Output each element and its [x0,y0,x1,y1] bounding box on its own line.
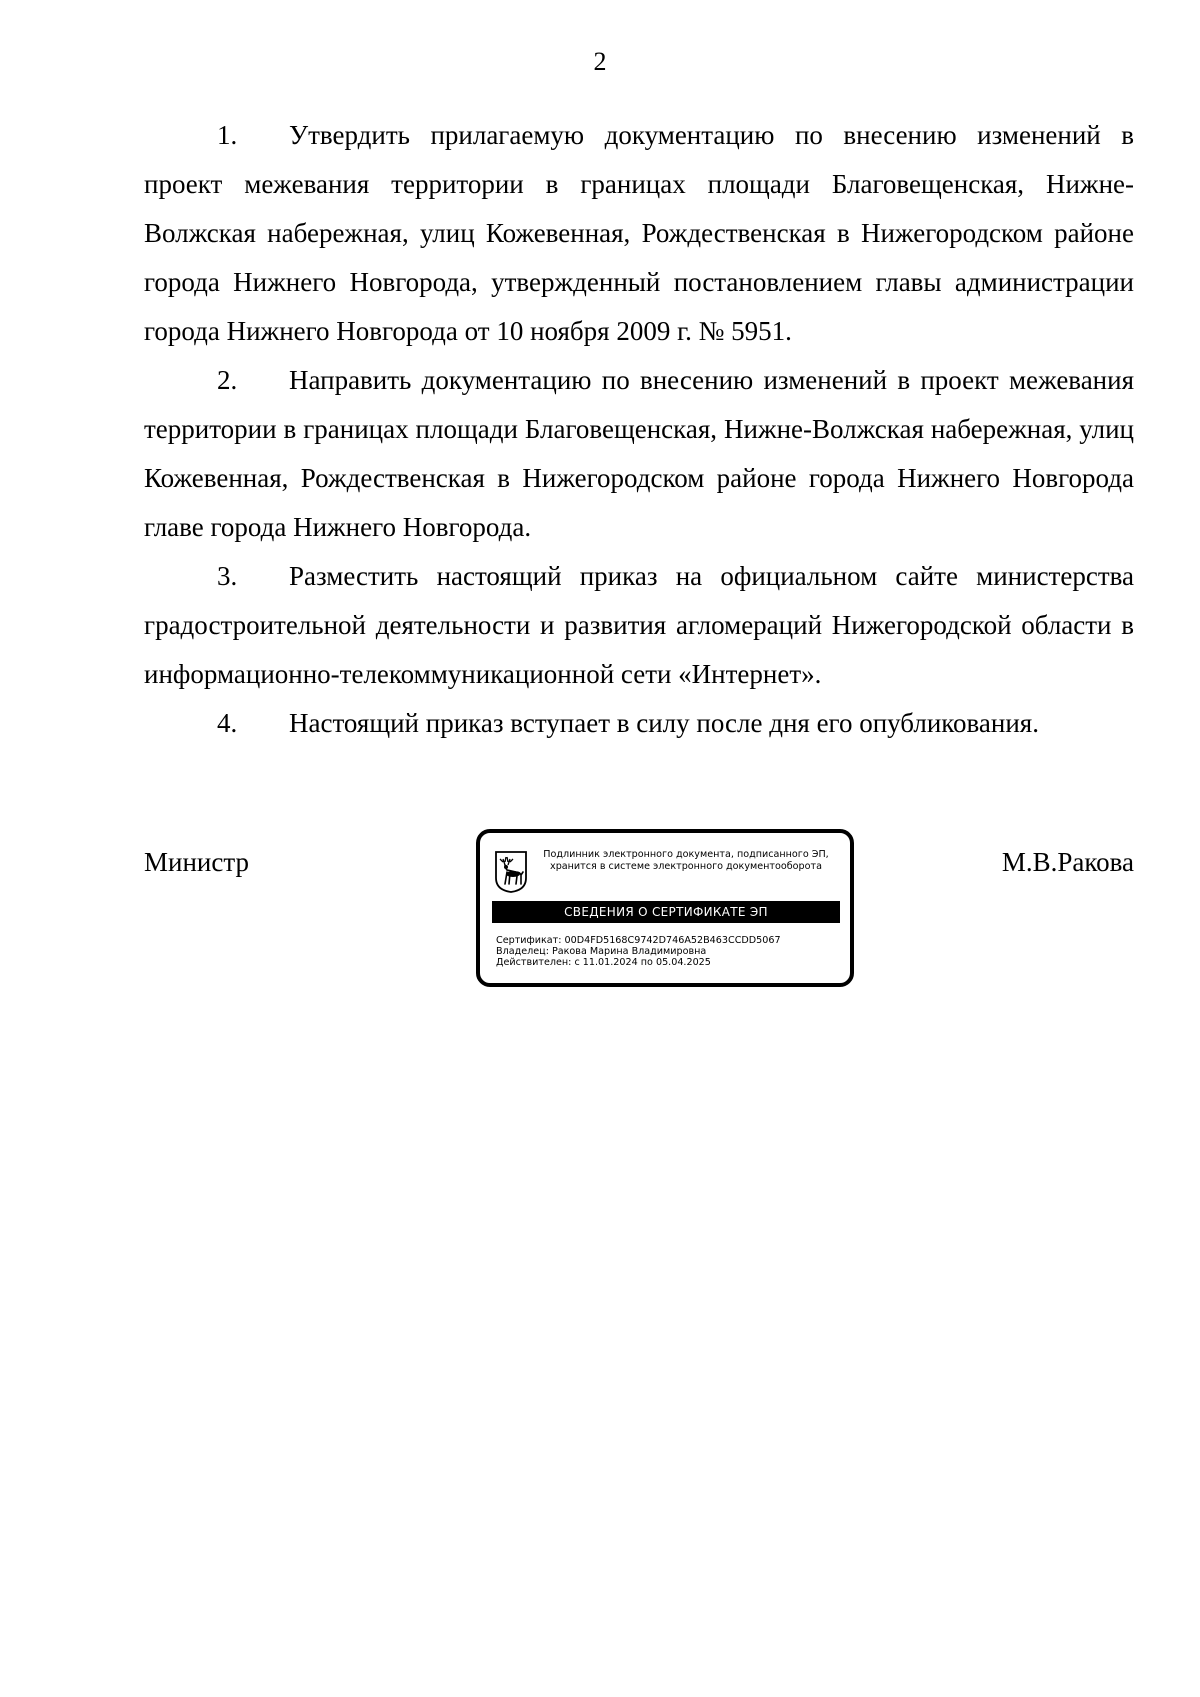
paragraph-number: 2. [217,365,238,395]
paragraph-text: Настоящий приказ вступает в силу после дня его опубликования. [289,708,1039,738]
paragraph-number: 4. [217,708,238,738]
stamp-header-line2: хранится в системе электронного документооборота [550,861,822,872]
document-body [144,111,1134,748]
paragraph-number: 3. [217,561,238,591]
stamp-header-line1: Подлинник электронного документа, подписанного ЭП, [543,849,829,860]
paragraph-4 [144,699,1134,748]
stamp-details [496,935,840,968]
electronic-signature-stamp [476,829,854,987]
paragraph-2 [144,356,1134,552]
signer-name: М.В.Ракова [1001,847,1134,877]
paragraph-text: Разместить настоящий приказ на официальном сайте министерства градостроительной деятельности и развития агломераций Нижегородской области в информационно-телекоммуникационной сети «Интернет». [144,561,1134,689]
certificate-owner: Владелец: Ракова Марина Владимировна [496,946,707,957]
paragraph-number: 1. [217,120,238,150]
signer-title: Министр [144,847,249,877]
nizhny-novgorod-deer-coat-of-arms-icon [494,850,528,894]
certificate-number: Сертификат: 00D4FD5168C9742D746A52B463CCDD5067 [496,935,781,946]
paragraph-3 [144,552,1134,699]
stamp-header [532,849,840,873]
certificate-validity: Действителен: с 11.01.2024 по 05.04.2025 [496,957,711,968]
page-number: 2 [593,47,607,76]
paragraph-1 [144,111,1134,356]
stamp-certificate-bar: СВЕДЕНИЯ О СЕРТИФИКАТЕ ЭП [492,901,840,923]
paragraph-text: Направить документацию по внесению изменений в проект межевания территории в границах площади Благовещенская, Нижне-Волжская набережная, улиц Кожевенная, Рождественская в Нижегородском районе города Нижнего Новгорода главе города Нижнего Новгорода. [144,365,1134,542]
paragraph-text: Утвердить прилагаемую документацию по внесению изменений в проект межевания территории в границах площади Благовещенская, Нижне-Волжская набережная, улиц Кожевенная, Рождественская в Нижегородском районе города Нижнего Новгорода, утвержденный постановлением главы администрации города Нижнего Новгорода от 10 ноября 2009 г. № 5951. [144,120,1134,346]
